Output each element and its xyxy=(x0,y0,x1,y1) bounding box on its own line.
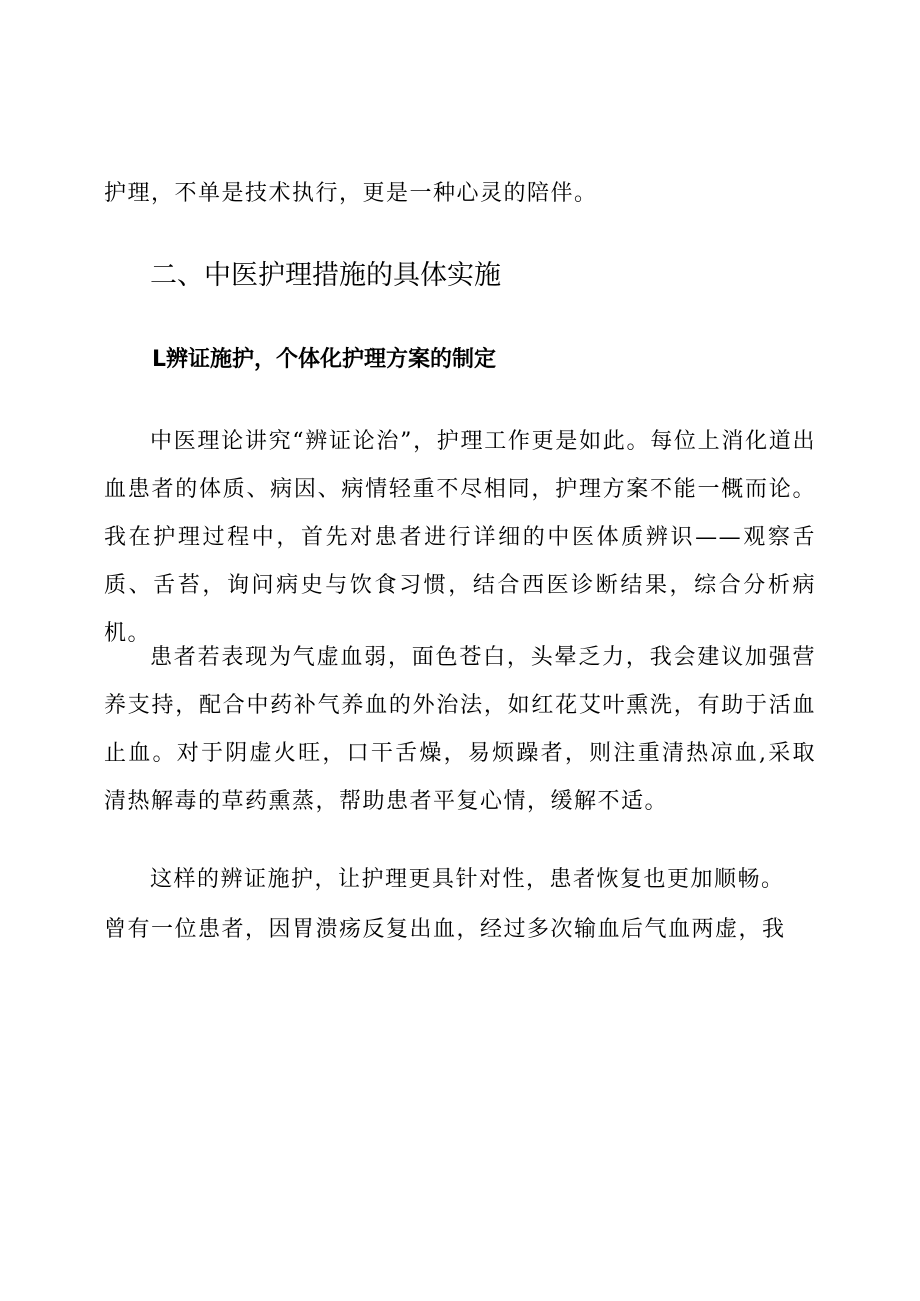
section-heading: 二、中医护理措施的具体实施 xyxy=(150,260,501,291)
subsection-heading: L辨证施护，个体化护理方案的制定 xyxy=(152,347,497,372)
body-paragraph-1: 中医理论讲究“辨证论治”，护理工作更是如此。每位上消化道出血患者的体质、病因、病情轻重不尽相同，护理方案不能一概而论。我在护理过程中，首先对患者进行详细的中医体质辨识——观察舌质、舌苔，询问病史与饮食习惯，结合西医诊断结果，综合分析病机。 xyxy=(104,429,816,646)
body-paragraph-2: 患者若表现为气虚血弱，面色苍白，头晕乏力，我会建议加强营养支持，配合中药补气养血的外治法，如红花艾叶熏洗，有助于活血止血。对于阴虚火旺，口干舌燥，易烦躁者，则注重清热凉血,采取清热解毒的草药熏蒸，帮助患者平复心情，缓解不适。 xyxy=(104,645,816,814)
body-paragraph-3-line-1: 这样的辨证施护，让护理更具针对性，患者恢复也更加顺畅。 xyxy=(150,867,785,892)
carry-over-text-line: 护理，不单是技术执行，更是一种心灵的陪伴。 xyxy=(104,181,598,206)
body-paragraph-3-line-2: 曾有一位患者，因胃溃疡反复出血，经过多次输血后气血两虚，我 xyxy=(104,917,786,942)
